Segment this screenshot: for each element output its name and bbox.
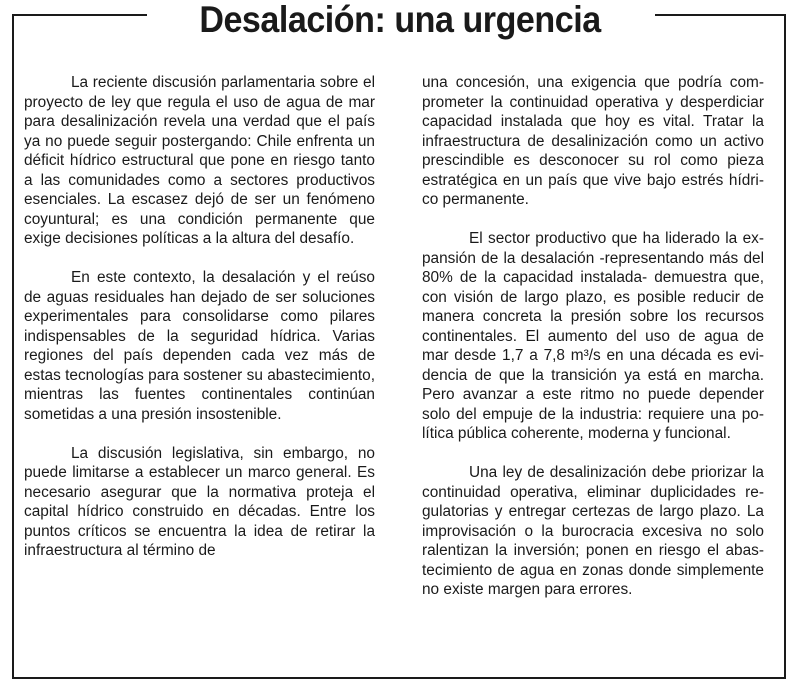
title-rule-left xyxy=(12,14,147,16)
title-rule-right xyxy=(655,14,786,16)
paragraph-legislation: La discusión legislativa, sin embargo, no puede limitarse a establecer un marco general. Es necesario asegurar que la normativa proteja el capital hídrico construido en décadas. Entre los puntos críticos se encuentra la idea de retirar la infraestructura al término de xyxy=(24,444,375,559)
paragraph-conclusion: Una ley de desalinización debe priorizar la continuidad operativa, eliminar duplicidades regulatorias y entregar certezas de largo plazo. La improvisación o la burocracia excesiva no solo ralentizan la inversión; ponen en riesgo el abastecimiento de agua en zonas donde simplemente no existe margen para errores. xyxy=(422,464,764,598)
left-column xyxy=(24,73,375,580)
article-title: Desalación: una urgencia xyxy=(199,0,601,40)
paragraph-intro: La reciente discusión parlamentaria sobre el proyecto de ley que regula el uso de agua de mar para desalinización revela una verdad que el país ya no puede seguir postergando: Chile enfrenta un déficit hídrico estructural que pone en riesgo tanto a las comunidades como a sectores productivos esenciales. La escasez dejó de ser un fenómeno coyuntural; es una condición permanente que exige decisiones políticas a la altura del desafío. xyxy=(24,74,375,247)
paragraph-productive-sector: El sector productivo que ha liderado la expansión de la desalación -representando más del 80% de la capacidad instalada- demuestra que, con visión de largo plazo, es posible reducir de manera concreta la presión sobre los recursos continentales. El aumento del uso de agua de mar desde 1,7 a 7,8 m³/s en una década es evidencia de que la transición ya está en marcha. Pero avanzar a este ritmo no puede depender solo del empuje de la industria: requiere una política pública coherente, moderna y funcional. xyxy=(422,230,764,442)
paragraph-context: En este contexto, la desalación y el reúso de aguas residuales han dejado de ser soluciones experimentales para consolidarse como pilares indispensables de la seguridad hídrica. Varias regiones del país dependen cada vez más de estas tecnologías para sostener su abastecimiento, mientras las fuentes continentales continúan sometidas a una presión insostenible. xyxy=(24,269,375,423)
right-column xyxy=(422,73,764,619)
paragraph-legislation-continued: una concesión, una exigencia que podría comprometer la continuidad operativa y desperdiciar capacidad instalada que hoy es vital. Tratar la infraestructura de desalinización como un activo prescindible es desconocer su rol como pieza estratégica en un país que vive bajo estrés hídrico permanente. xyxy=(422,74,764,208)
